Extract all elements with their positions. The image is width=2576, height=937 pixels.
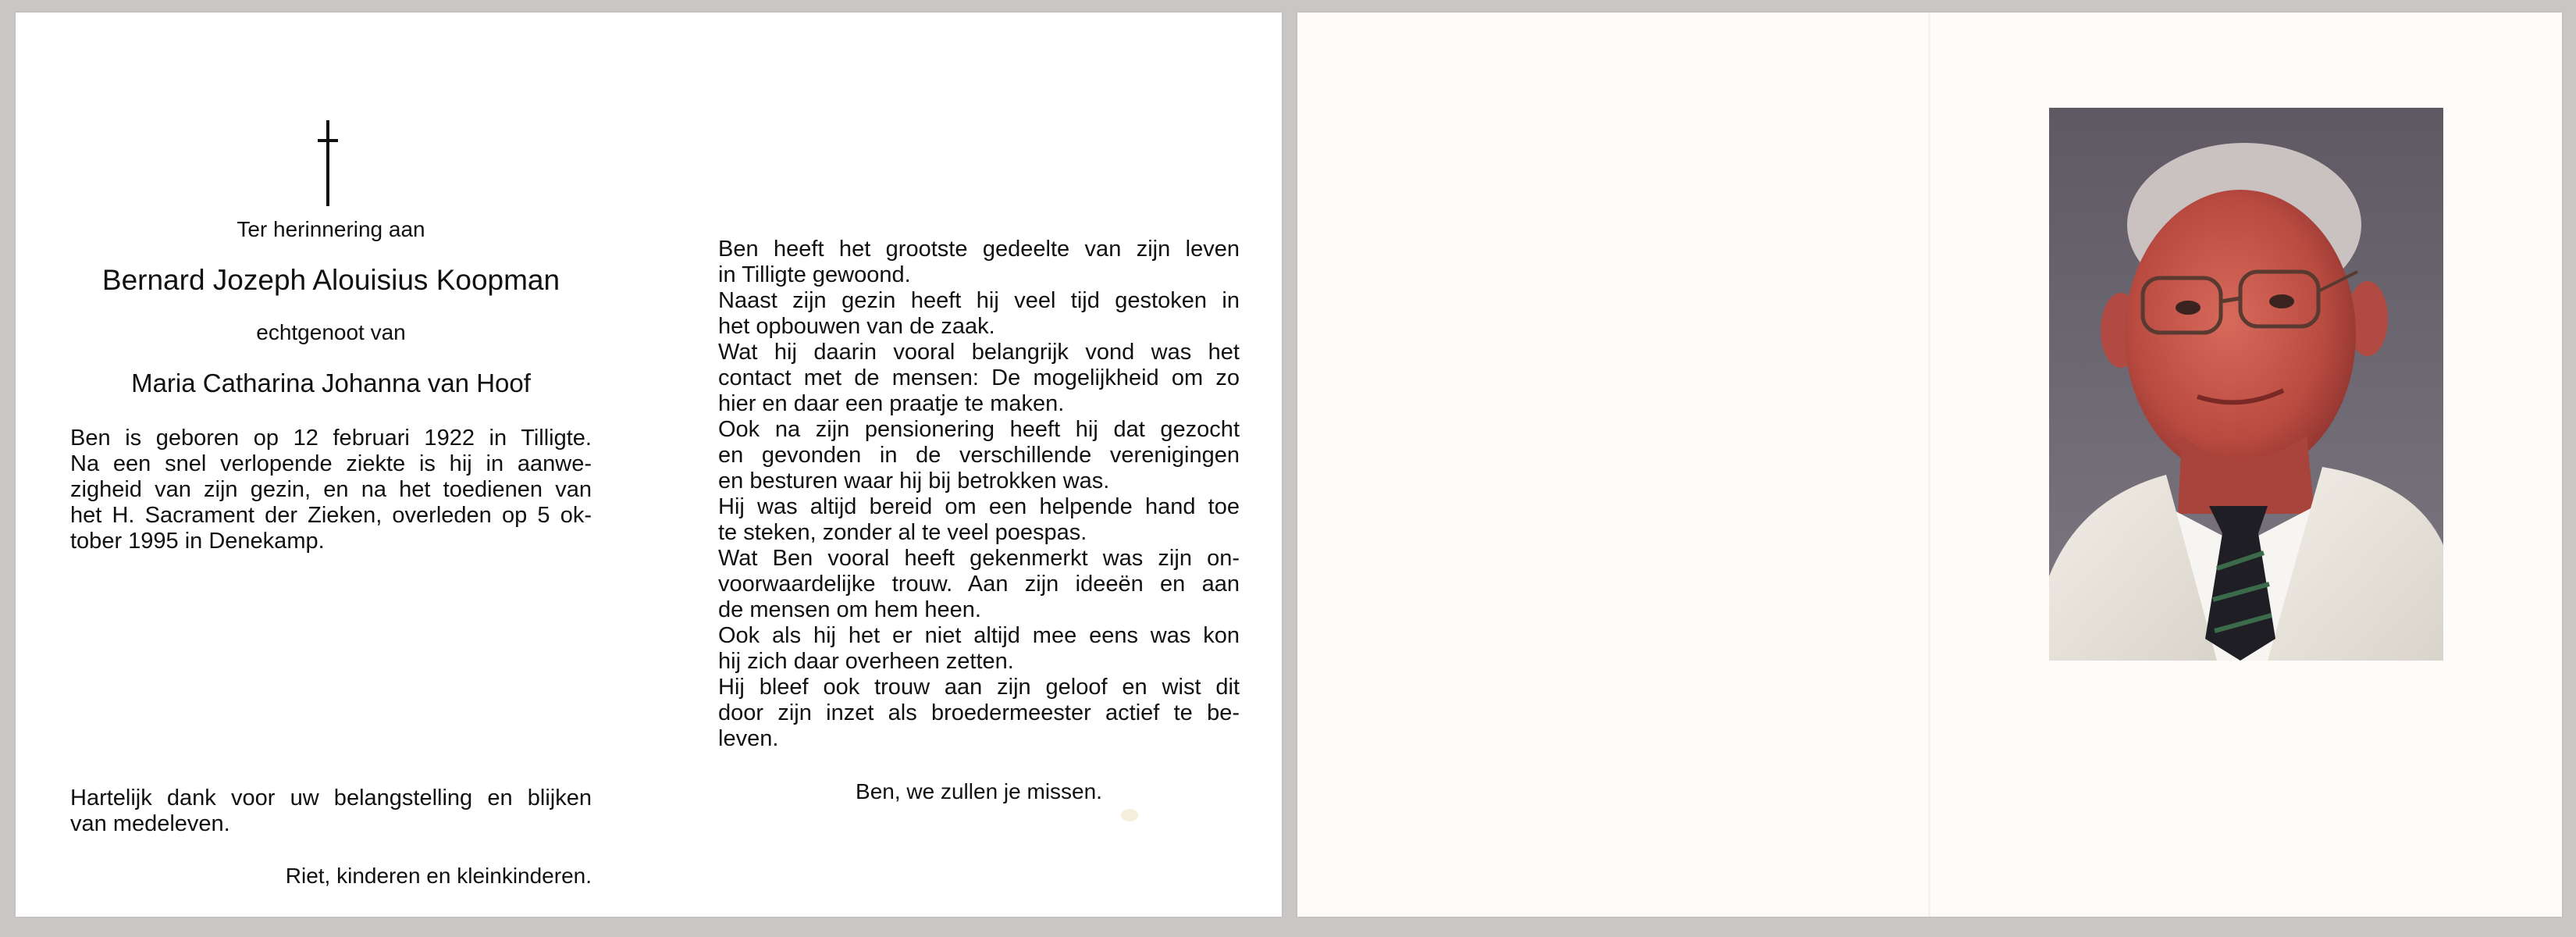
- text-line: in Tilligte gewoond.: [718, 262, 911, 287]
- text-line: leven.: [718, 726, 779, 751]
- deceased-name: Bernard Jozeph Alouisius Koopman: [101, 264, 560, 296]
- text-line: Naast zijn gezin heeft hij veel tijd gestoken in: [718, 288, 1240, 313]
- bio-line: zigheid van zijn gezin, en na het toedienen van: [70, 477, 592, 502]
- text-line: Wat hij daarin vooral belangrijk vond was het: [718, 340, 1240, 365]
- thanks-line: van medeleven.: [70, 811, 230, 836]
- bio-paragraph: [70, 426, 592, 554]
- spouse-name: Maria Catharina Johanna van Hoof: [131, 369, 531, 397]
- closing-text: Ben, we zullen je missen.: [856, 779, 1102, 803]
- text-line: Hij bleef ook trouw aan zijn geloof en wist dit: [718, 675, 1240, 700]
- text-line: Wat Ben vooral heeft gekenmerkt was zijn on-: [718, 546, 1240, 571]
- text-line: Ben heeft het grootste gedeelte van zijn leven: [718, 237, 1240, 262]
- text-line: voorwaardelijke trouw. Aan zijn ideeën en aan: [718, 572, 1240, 597]
- text-line: Hij was altijd bereid om een helpende hand toe: [718, 494, 1240, 519]
- text-line: door zijn inzet als broedermeester actief te be-: [718, 700, 1240, 725]
- bio-line: tober 1995 in Denekamp.: [70, 529, 325, 554]
- text-line: en besturen waar hij bij betrokken was.: [718, 468, 1110, 493]
- text-line: hij zich daar overheen zetten.: [718, 649, 1014, 674]
- bio-line: Ben is geboren op 12 februari 1922 in Tilligte.: [70, 426, 592, 451]
- portrait-photo: [2049, 108, 2443, 661]
- text-line: hier en daar een praatje te maken.: [718, 391, 1065, 416]
- paper-speck: [1121, 809, 1138, 821]
- cross-icon: [304, 120, 351, 206]
- bio-line: het H. Sacrament der Zieken, overleden op 5 ok-: [70, 503, 592, 528]
- text-line: het opbouwen van de zaak.: [718, 314, 995, 339]
- text-line: contact met de mensen: De mogelijkheid om zo: [718, 365, 1240, 390]
- memorial-card-inner-left: [16, 12, 1282, 917]
- text-line: Ook als hij het er niet altijd mee eens was kon: [718, 623, 1240, 648]
- text-line: te steken, zonder al te veel poespas.: [718, 520, 1087, 545]
- relation-text: echtgenoot van: [256, 320, 406, 344]
- portrait-image: [2049, 108, 2443, 661]
- life-story-paragraph: [718, 237, 1240, 752]
- intro-text: Ter herinnering aan: [237, 217, 425, 241]
- family-signature: Riet, kinderen en kleinkinderen.: [285, 864, 592, 888]
- memorial-card-photo-side: [1297, 12, 2562, 917]
- thanks-line: Hartelijk dank voor uw belangstelling en blijken: [70, 786, 592, 811]
- text-line: de mensen om hem heen.: [718, 597, 981, 622]
- text-line: Ook na zijn pensionering heeft hij dat gezocht: [718, 417, 1240, 442]
- thanks-paragraph: [70, 786, 592, 837]
- text-line: en gevonden in de verschillende verenigingen: [718, 443, 1240, 468]
- bio-line: Na een snel verlopende ziekte is hij in aanwe-: [70, 451, 592, 476]
- fold-line: [1928, 12, 1930, 917]
